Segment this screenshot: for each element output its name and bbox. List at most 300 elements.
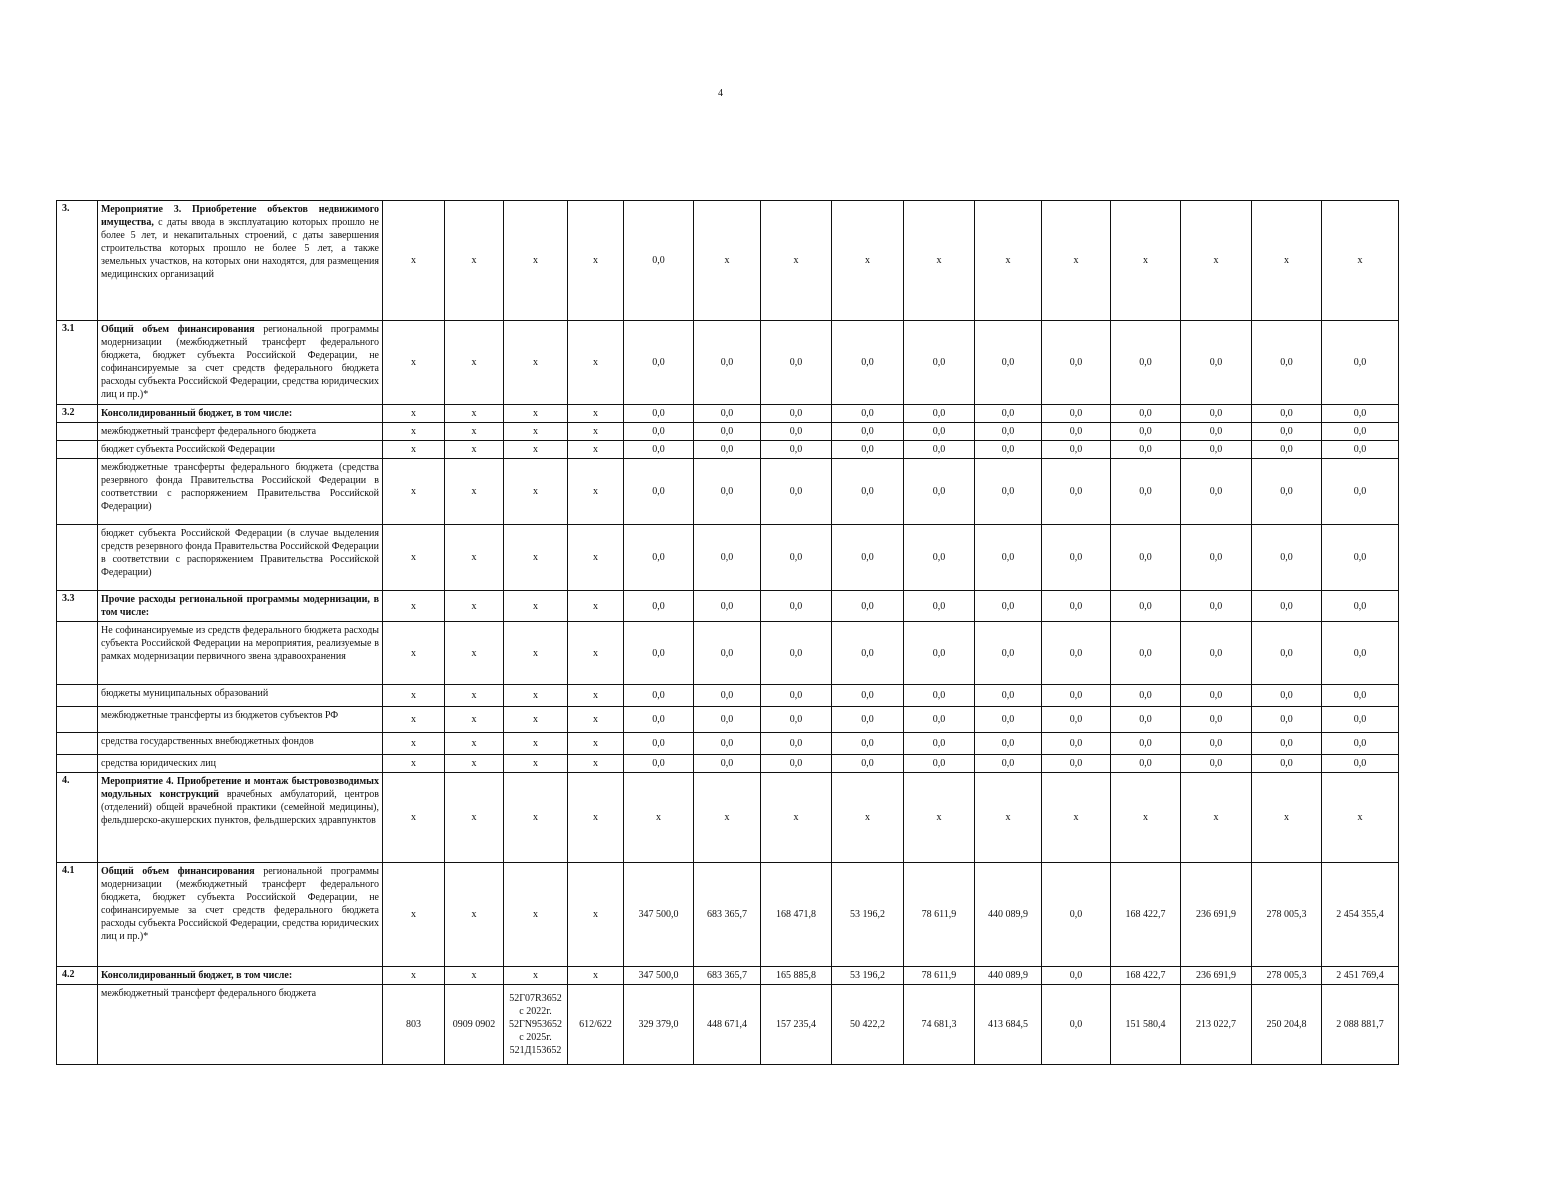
table-cell: 0909 0902: [445, 985, 504, 1065]
table-cell: 0,0: [1111, 423, 1181, 441]
table-cell: х: [568, 773, 624, 863]
row-description: [98, 755, 383, 773]
table-cell: х: [504, 201, 568, 321]
table-cell: 448 671,4: [694, 985, 761, 1065]
table-cell: 0,0: [904, 685, 975, 707]
table-cell: 0,0: [694, 441, 761, 459]
table-cell: 0,0: [1252, 622, 1322, 685]
table-cell: 0,0: [1181, 685, 1252, 707]
table-cell: х: [568, 591, 624, 622]
table-cell: 0,0: [1252, 733, 1322, 755]
table-cell: х: [568, 707, 624, 733]
table-cell: 0,0: [694, 733, 761, 755]
table-cell: 0,0: [1322, 441, 1399, 459]
table-cell: х: [694, 201, 761, 321]
table-cell: х: [504, 405, 568, 423]
table-cell: х: [383, 622, 445, 685]
row-description-text: врачебных амбулаторий, центров (отделений) общей врачебной практики (семейной медицины), фельдшерско-акушерских пунктов, фельдшерских здравпунктов: [101, 789, 380, 826]
row-description: [98, 441, 383, 459]
row-number: [57, 423, 98, 441]
table-cell: 0,0: [1042, 405, 1111, 423]
row-description-bold: Мероприятие 3. Приобретение объектов недвижимого имущества,: [101, 204, 379, 228]
table-cell: х: [568, 405, 624, 423]
table-cell: х: [504, 863, 568, 967]
table-cell: х: [504, 967, 568, 985]
table-cell: 0,0: [832, 707, 904, 733]
table-cell: 0,0: [1322, 622, 1399, 685]
table-cell: 2 454 355,4: [1322, 863, 1399, 967]
table-cell: х: [1111, 201, 1181, 321]
row-number: 4.1: [57, 863, 98, 967]
table-cell: 0,0: [624, 405, 694, 423]
row-description: [98, 685, 383, 707]
table-cell: х: [504, 423, 568, 441]
table-cell: 0,0: [1252, 321, 1322, 405]
table-cell: х: [383, 755, 445, 773]
table-cell: 151 580,4: [1111, 985, 1181, 1065]
row-description: [98, 321, 383, 405]
table-cell: 0,0: [1181, 707, 1252, 733]
table-row: [57, 459, 1399, 525]
table-cell: х: [504, 459, 568, 525]
table-cell: 0,0: [1322, 685, 1399, 707]
table-cell: х: [445, 773, 504, 863]
table-cell: 0,0: [904, 441, 975, 459]
table-cell: 0,0: [1181, 622, 1252, 685]
table-cell: 0,0: [1042, 733, 1111, 755]
table-cell: 0,0: [694, 423, 761, 441]
table-row: [57, 405, 1399, 423]
table-cell: 0,0: [1322, 405, 1399, 423]
table-cell: 0,0: [761, 423, 832, 441]
table-cell: 0,0: [904, 755, 975, 773]
row-description-bold: Общий объем финансирования: [101, 866, 255, 877]
table-cell: 213 022,7: [1181, 985, 1252, 1065]
table-cell: х: [568, 459, 624, 525]
table-cell: 0,0: [1322, 733, 1399, 755]
row-number: [57, 755, 98, 773]
table-cell: 0,0: [1111, 441, 1181, 459]
table-cell: 0,0: [624, 755, 694, 773]
table-cell: х: [383, 591, 445, 622]
table-cell: 0,0: [1042, 863, 1111, 967]
table-cell: 683 365,7: [694, 967, 761, 985]
table-cell: 0,0: [975, 733, 1042, 755]
table-cell: 250 204,8: [1252, 985, 1322, 1065]
table-cell: 0,0: [624, 441, 694, 459]
table-cell: 0,0: [624, 423, 694, 441]
table-cell: 0,0: [761, 733, 832, 755]
table-cell: 440 089,9: [975, 863, 1042, 967]
row-description: [98, 707, 383, 733]
row-description-text: региональной программы модернизации (межбюджетный трансферт федерального бюджета, бюджет субъекта Российской Федерации, не софинансируемые за счет средств федерального бюджета расходы субъекта Российской Федерации, средства юридических лиц и пр.)*: [101, 324, 379, 400]
table-cell: х: [445, 622, 504, 685]
table-cell: 0,0: [1322, 525, 1399, 591]
row-number: 4.: [57, 773, 98, 863]
table-row: [57, 863, 1399, 967]
table-cell: 0,0: [1252, 755, 1322, 773]
table-cell: 0,0: [694, 321, 761, 405]
table-cell: х: [504, 707, 568, 733]
table-cell: 52Г07R3652 с 2022г. 52ГN953652 с 2025г. 521Д153652: [504, 985, 568, 1065]
table-cell: 0,0: [1111, 405, 1181, 423]
table-cell: 0,0: [1111, 733, 1181, 755]
row-description: [98, 773, 383, 863]
table-cell: 0,0: [1111, 622, 1181, 685]
table-cell: 0,0: [1252, 707, 1322, 733]
table-cell: 0,0: [1181, 459, 1252, 525]
table-cell: х: [1042, 773, 1111, 863]
table-cell: 0,0: [1252, 441, 1322, 459]
table-cell: 0,0: [832, 525, 904, 591]
table-cell: х: [445, 967, 504, 985]
table-cell: 0,0: [975, 405, 1042, 423]
row-description-text: межбюджетный трансферт федерального бюджета: [101, 988, 317, 999]
row-number: [57, 622, 98, 685]
table-cell: х: [504, 591, 568, 622]
row-description: [98, 733, 383, 755]
table-cell: 236 691,9: [1181, 967, 1252, 985]
table-cell: 0,0: [832, 755, 904, 773]
table-cell: 347 500,0: [624, 863, 694, 967]
row-description: [98, 985, 383, 1065]
table-cell: 0,0: [975, 321, 1042, 405]
table-cell: 0,0: [694, 685, 761, 707]
table-cell: 0,0: [1042, 967, 1111, 985]
table-cell: х: [383, 441, 445, 459]
table-cell: х: [832, 773, 904, 863]
row-number: [57, 685, 98, 707]
table-cell: 0,0: [1181, 525, 1252, 591]
table-cell: 0,0: [624, 685, 694, 707]
table-row: [57, 755, 1399, 773]
table-cell: 0,0: [1252, 525, 1322, 591]
table-cell: 278 005,3: [1252, 863, 1322, 967]
table-cell: 0,0: [1322, 459, 1399, 525]
table-row: [57, 733, 1399, 755]
table-cell: 78 611,9: [904, 863, 975, 967]
table-cell: х: [383, 525, 445, 591]
table-cell: х: [445, 755, 504, 773]
table-cell: 0,0: [1181, 405, 1252, 423]
table-cell: 0,0: [624, 707, 694, 733]
table-cell: х: [383, 405, 445, 423]
table-cell: 0,0: [1111, 591, 1181, 622]
table-cell: 0,0: [761, 707, 832, 733]
table-row: [57, 985, 1399, 1065]
table-cell: 0,0: [761, 405, 832, 423]
table-cell: х: [445, 733, 504, 755]
row-description-text: региональной программы модернизации (межбюджетный трансферт федерального бюджета, бюджет субъекта Российской Федерации, не софинансируемые за счет средств федерального бюджета расходы субъекта Российской Федерации, средства юридических лиц и пр.)*: [101, 866, 379, 942]
table-cell: 0,0: [761, 459, 832, 525]
row-number: [57, 733, 98, 755]
table-cell: 0,0: [1042, 685, 1111, 707]
table-cell: 0,0: [975, 525, 1042, 591]
table-cell: х: [1252, 201, 1322, 321]
table-cell: 612/622: [568, 985, 624, 1065]
table-cell: 0,0: [975, 707, 1042, 733]
row-number: 4.2: [57, 967, 98, 985]
row-description-text: бюджет субъекта Российской Федерации: [101, 444, 276, 455]
table-cell: 0,0: [1111, 459, 1181, 525]
table-row: [57, 685, 1399, 707]
row-number: 3.1: [57, 321, 98, 405]
table-cell: 0,0: [624, 321, 694, 405]
table-cell: 0,0: [1181, 755, 1252, 773]
table-cell: 0,0: [1181, 591, 1252, 622]
table-cell: 0,0: [832, 423, 904, 441]
table-cell: 0,0: [694, 591, 761, 622]
table-cell: х: [504, 773, 568, 863]
table-row: [57, 967, 1399, 985]
row-number: 3.2: [57, 405, 98, 423]
row-description-bold: Консолидированный бюджет, в том числе:: [101, 408, 293, 419]
table-cell: 0,0: [1111, 321, 1181, 405]
table-cell: 53 196,2: [832, 967, 904, 985]
table-cell: х: [445, 441, 504, 459]
table-cell: 803: [383, 985, 445, 1065]
table-cell: 0,0: [1111, 755, 1181, 773]
row-description-text: Не софинансируемые из средств федерального бюджета расходы субъекта Российской Федерации на мероприятия, реализуемые в рамках модернизации первичного звена здравоохранения: [101, 625, 379, 662]
table-cell: 0,0: [904, 591, 975, 622]
row-description-bold: Прочие расходы региональной программы модернизации, в том числе:: [101, 594, 379, 618]
table-cell: 0,0: [1042, 525, 1111, 591]
table-cell: х: [568, 525, 624, 591]
table-cell: 157 235,4: [761, 985, 832, 1065]
row-description-text: бюджеты муниципальных образований: [101, 688, 269, 699]
row-description-text: бюджет субъекта Российской Федерации (в случае выделения средств резервного фонда Правительства Российской Федерации в соответствии с распоряжением Правительства Российской Федерации): [101, 528, 379, 578]
row-number: 3.: [57, 201, 98, 321]
row-number: [57, 441, 98, 459]
table-cell: х: [383, 733, 445, 755]
table-cell: 0,0: [904, 423, 975, 441]
table-cell: 168 422,7: [1111, 863, 1181, 967]
table-cell: х: [504, 733, 568, 755]
table-cell: х: [568, 441, 624, 459]
table-cell: х: [383, 707, 445, 733]
table-cell: х: [1181, 201, 1252, 321]
table-cell: 0,0: [1111, 525, 1181, 591]
table-cell: 0,0: [975, 622, 1042, 685]
table-cell: 0,0: [832, 321, 904, 405]
row-description-bold: Консолидированный бюджет, в том числе:: [101, 970, 293, 981]
table-cell: 0,0: [761, 685, 832, 707]
table-cell: 0,0: [694, 405, 761, 423]
row-number: [57, 707, 98, 733]
table-cell: 2 088 881,7: [1322, 985, 1399, 1065]
table-cell: х: [383, 321, 445, 405]
table-row: [57, 525, 1399, 591]
table-cell: 440 089,9: [975, 967, 1042, 985]
table-cell: х: [761, 201, 832, 321]
table-cell: 0,0: [624, 622, 694, 685]
row-description-bold: Общий объем финансирования: [101, 324, 255, 335]
table-cell: х: [504, 685, 568, 707]
table-cell: х: [832, 201, 904, 321]
table-cell: х: [568, 733, 624, 755]
table-cell: 0,0: [761, 525, 832, 591]
row-description: [98, 405, 383, 423]
table-cell: 78 611,9: [904, 967, 975, 985]
table-cell: х: [568, 967, 624, 985]
table-cell: 278 005,3: [1252, 967, 1322, 985]
table-cell: 0,0: [1322, 707, 1399, 733]
table-cell: х: [975, 201, 1042, 321]
table-cell: 0,0: [1042, 591, 1111, 622]
table-cell: 0,0: [694, 622, 761, 685]
table-cell: 0,0: [904, 622, 975, 685]
table-cell: х: [504, 525, 568, 591]
table-cell: 0,0: [975, 441, 1042, 459]
table-cell: 2 451 769,4: [1322, 967, 1399, 985]
table-cell: х: [904, 773, 975, 863]
table-cell: х: [383, 423, 445, 441]
row-description: [98, 967, 383, 985]
table-cell: 0,0: [761, 321, 832, 405]
table-cell: 0,0: [904, 321, 975, 405]
table-cell: х: [1181, 773, 1252, 863]
table-cell: 0,0: [1042, 622, 1111, 685]
table-cell: 0,0: [624, 591, 694, 622]
table-cell: х: [568, 423, 624, 441]
table-cell: 0,0: [761, 622, 832, 685]
table-cell: х: [568, 321, 624, 405]
row-number: [57, 525, 98, 591]
row-description-text: межбюджетный трансферт федерального бюджета: [101, 426, 317, 437]
row-description-text: межбюджетные трансферты федерального бюджета (средства резервного фонда Правительства Российской Федерации в соответствии с распоряжением Правительства Российской Федерации): [101, 462, 379, 512]
table-cell: 0,0: [904, 525, 975, 591]
table-cell: 0,0: [1042, 459, 1111, 525]
table-cell: 329 379,0: [624, 985, 694, 1065]
table-cell: х: [504, 441, 568, 459]
table-cell: х: [624, 773, 694, 863]
table-cell: х: [445, 459, 504, 525]
row-description: [98, 459, 383, 525]
table-cell: 0,0: [1252, 405, 1322, 423]
table-cell: х: [445, 707, 504, 733]
table-cell: х: [761, 773, 832, 863]
table-cell: 0,0: [975, 423, 1042, 441]
table-cell: 0,0: [624, 201, 694, 321]
row-description: [98, 863, 383, 967]
table-cell: 0,0: [1042, 755, 1111, 773]
table-cell: 0,0: [1181, 441, 1252, 459]
table-cell: х: [568, 201, 624, 321]
row-number: [57, 985, 98, 1065]
row-description: [98, 201, 383, 321]
page-number: 4: [718, 88, 723, 99]
table-cell: 165 885,8: [761, 967, 832, 985]
table-cell: 74 681,3: [904, 985, 975, 1065]
table-cell: х: [1322, 773, 1399, 863]
table-cell: х: [568, 755, 624, 773]
table-cell: 0,0: [624, 733, 694, 755]
table-cell: х: [504, 755, 568, 773]
financing-table: [56, 200, 1399, 1065]
table-cell: 0,0: [1042, 441, 1111, 459]
table-cell: 0,0: [832, 591, 904, 622]
table-cell: х: [1322, 201, 1399, 321]
table-cell: х: [504, 622, 568, 685]
row-description-text: с даты ввода в эксплуатацию которых прошло не более 5 лет, и некапитальных строений, с даты завершения строительства которых прошло не более 5 лет, а также земельных участков, на которых они находятся, для размещения медицинских организаций: [101, 217, 379, 280]
table-cell: х: [383, 685, 445, 707]
table-cell: 0,0: [761, 591, 832, 622]
table-cell: 0,0: [904, 459, 975, 525]
table-cell: 0,0: [1042, 707, 1111, 733]
table-cell: х: [383, 773, 445, 863]
table-row: [57, 423, 1399, 441]
table-cell: 0,0: [1111, 707, 1181, 733]
table-cell: 0,0: [1322, 755, 1399, 773]
table-cell: 413 684,5: [975, 985, 1042, 1065]
table-cell: 50 422,2: [832, 985, 904, 1065]
table-cell: 0,0: [975, 755, 1042, 773]
table-cell: 0,0: [1252, 685, 1322, 707]
table-cell: х: [445, 863, 504, 967]
row-description: [98, 622, 383, 685]
table-cell: 236 691,9: [1181, 863, 1252, 967]
row-description: [98, 591, 383, 622]
table-cell: 0,0: [1181, 321, 1252, 405]
table-cell: 0,0: [1252, 423, 1322, 441]
table-cell: 0,0: [832, 685, 904, 707]
table-cell: х: [445, 321, 504, 405]
table-row: [57, 321, 1399, 405]
table-cell: 347 500,0: [624, 967, 694, 985]
table-cell: х: [568, 863, 624, 967]
table-cell: х: [445, 591, 504, 622]
table-cell: х: [383, 459, 445, 525]
table-cell: 0,0: [904, 733, 975, 755]
row-description-text: межбюджетные трансферты из бюджетов субъектов РФ: [101, 710, 339, 721]
table-cell: 0,0: [1252, 591, 1322, 622]
table-row: [57, 591, 1399, 622]
table-cell: х: [383, 863, 445, 967]
table-cell: 0,0: [1322, 423, 1399, 441]
row-number: [57, 459, 98, 525]
table-cell: х: [568, 685, 624, 707]
table-row: [57, 441, 1399, 459]
row-description-bold: Мероприятие 4. Приобретение и монтаж быстровозводимых модульных конструкций: [101, 776, 379, 800]
table-cell: 168 471,8: [761, 863, 832, 967]
table-cell: 0,0: [1181, 733, 1252, 755]
table-cell: х: [445, 685, 504, 707]
row-description: [98, 423, 383, 441]
table-cell: х: [975, 773, 1042, 863]
table-cell: х: [383, 201, 445, 321]
table-cell: 0,0: [832, 459, 904, 525]
table-cell: х: [445, 423, 504, 441]
table-cell: х: [1111, 773, 1181, 863]
table-cell: х: [1252, 773, 1322, 863]
table-cell: 0,0: [761, 755, 832, 773]
table-cell: 0,0: [624, 525, 694, 591]
row-description-text: средства юридических лиц: [101, 758, 216, 769]
table-cell: 0,0: [832, 405, 904, 423]
table-cell: 0,0: [1252, 459, 1322, 525]
table-cell: х: [445, 201, 504, 321]
table-row: [57, 622, 1399, 685]
table-cell: х: [568, 622, 624, 685]
table-cell: 0,0: [832, 733, 904, 755]
row-description-text: средства государственных внебюджетных фондов: [101, 736, 314, 747]
table-cell: 0,0: [1322, 321, 1399, 405]
table-row: [57, 773, 1399, 863]
table-row: [57, 707, 1399, 733]
table-cell: х: [1042, 201, 1111, 321]
table-cell: х: [904, 201, 975, 321]
table-cell: 0,0: [1181, 423, 1252, 441]
